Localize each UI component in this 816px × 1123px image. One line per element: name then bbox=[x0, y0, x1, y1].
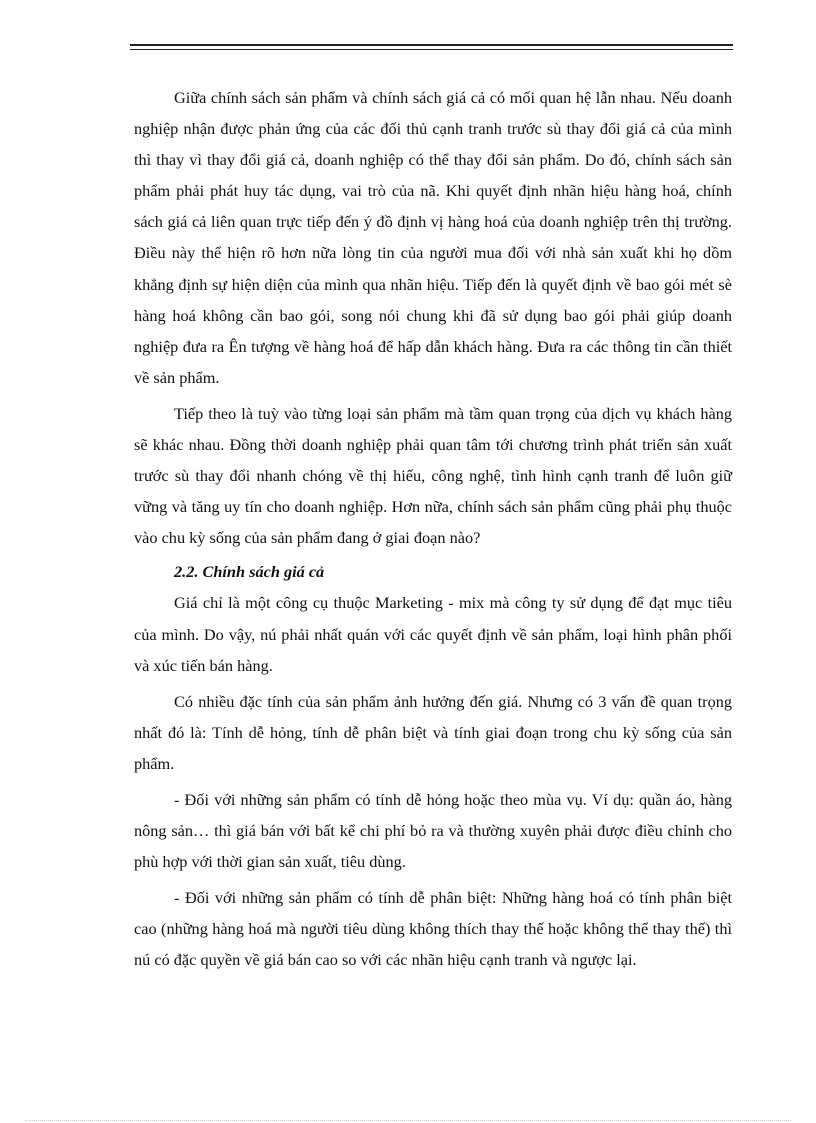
paragraph-distinguishable-products: - Đối với những sản phẩm có tính dễ phân biệt: Những hàng hoá có tính phân biệt cao (những hàng hoá mà người tiêu dùng không thích thay thế hoặc không thể thay thế) thì nú có đặc quyền về giá bán cao so với các nhãn hiệu cạnh tranh và ngược lại. bbox=[134, 888, 732, 970]
paragraph-product-price-relation: Giữa chính sách sản phẩm và chính sách giá cả có mối quan hệ lẫn nhau. Nếu doanh nghiệp nhận được phản ứng của các đối thủ cạnh tranh trước sù thay đổi giá cả của mình thì thay vì thay đổi giá cả, doanh nghiệp có thể thay đổi sản phẩm. Do đó, chính sách sản phẩm phải phát huy tác dụng, vai trò của nã. Khi quyết định nhãn hiệu hàng hoá, chính sách giá cả liên quan trực tiếp đến ý đồ định vị hàng hoá của doanh nghiệp trên thị trường. Điều này thể hiện rõ hơn nữa lòng tin của người mua đối với nhà sản xuất khi họ dồm khẳng định sự hiện diện của mình qua nhãn hiệu. Tiếp đến là quyết định về bao gói mét sè hàng hoá không cần bao gói, song nói chung khi đã sử dụng bao gói phải giúp doanh nghiệp đưa ra Ên tượng về hàng hoá để hấp dẫn khách hàng. Đưa ra các thông tin cần thiết về sản phẩm. bbox=[134, 88, 732, 387]
paragraph-customer-service: Tiếp theo là tuỳ vào từng loại sản phẩm mà tầm quan trọng của dịch vụ khách hàng sẽ khác nhau. Đồng thời doanh nghiệp phải quan tâm tới chương trình phát triển sản xuất trước sù thay đổi nhanh chóng về thị hiếu, công nghệ, tình hình cạnh tranh để luôn giữ vững và tăng uy tín cho doanh nghiệp. Hơn nữa, chính sách sản phẩm cũng phải phụ thuộc vào chu kỳ sống của sản phẩm đang ở giai đoạn nào? bbox=[134, 403, 732, 548]
document-body bbox=[134, 82, 732, 976]
header-double-rule bbox=[130, 44, 733, 50]
paragraph-price-tool: Giá chỉ là một công cụ thuộc Marketing - mix mà công ty sử dụng để đạt mục tiêu của mình. Do vậy, nú phải nhất quán với các quyết định về sản phẩm, loại hình phân phối và xúc tiến bán hàng. bbox=[134, 593, 732, 675]
paragraph-product-characteristics: Có nhiều đặc tính của sản phẩm ảnh hưởng đến giá. Nhưng có 3 vấn đề quan trọng nhất đó là: Tính dễ hỏng, tính dễ phân biệt và tính giai đoạn trong chu kỳ sống của sản phẩm. bbox=[134, 691, 732, 773]
section-heading-price-policy: 2.2. Chính sách giá cả bbox=[174, 562, 325, 582]
page-bottom-dotted-rule bbox=[25, 1120, 791, 1121]
paragraph-perishable-products: - Đối với những sản phẩm có tính dễ hỏng hoặc theo mùa vụ. Ví dụ: quần áo, hàng nông sản… thì giá bán với bất kể chi phí bỏ ra và thường xuyên phải được điều chỉnh cho phù hợp với thời gian sản xuất, tiêu dùng. bbox=[134, 789, 732, 872]
